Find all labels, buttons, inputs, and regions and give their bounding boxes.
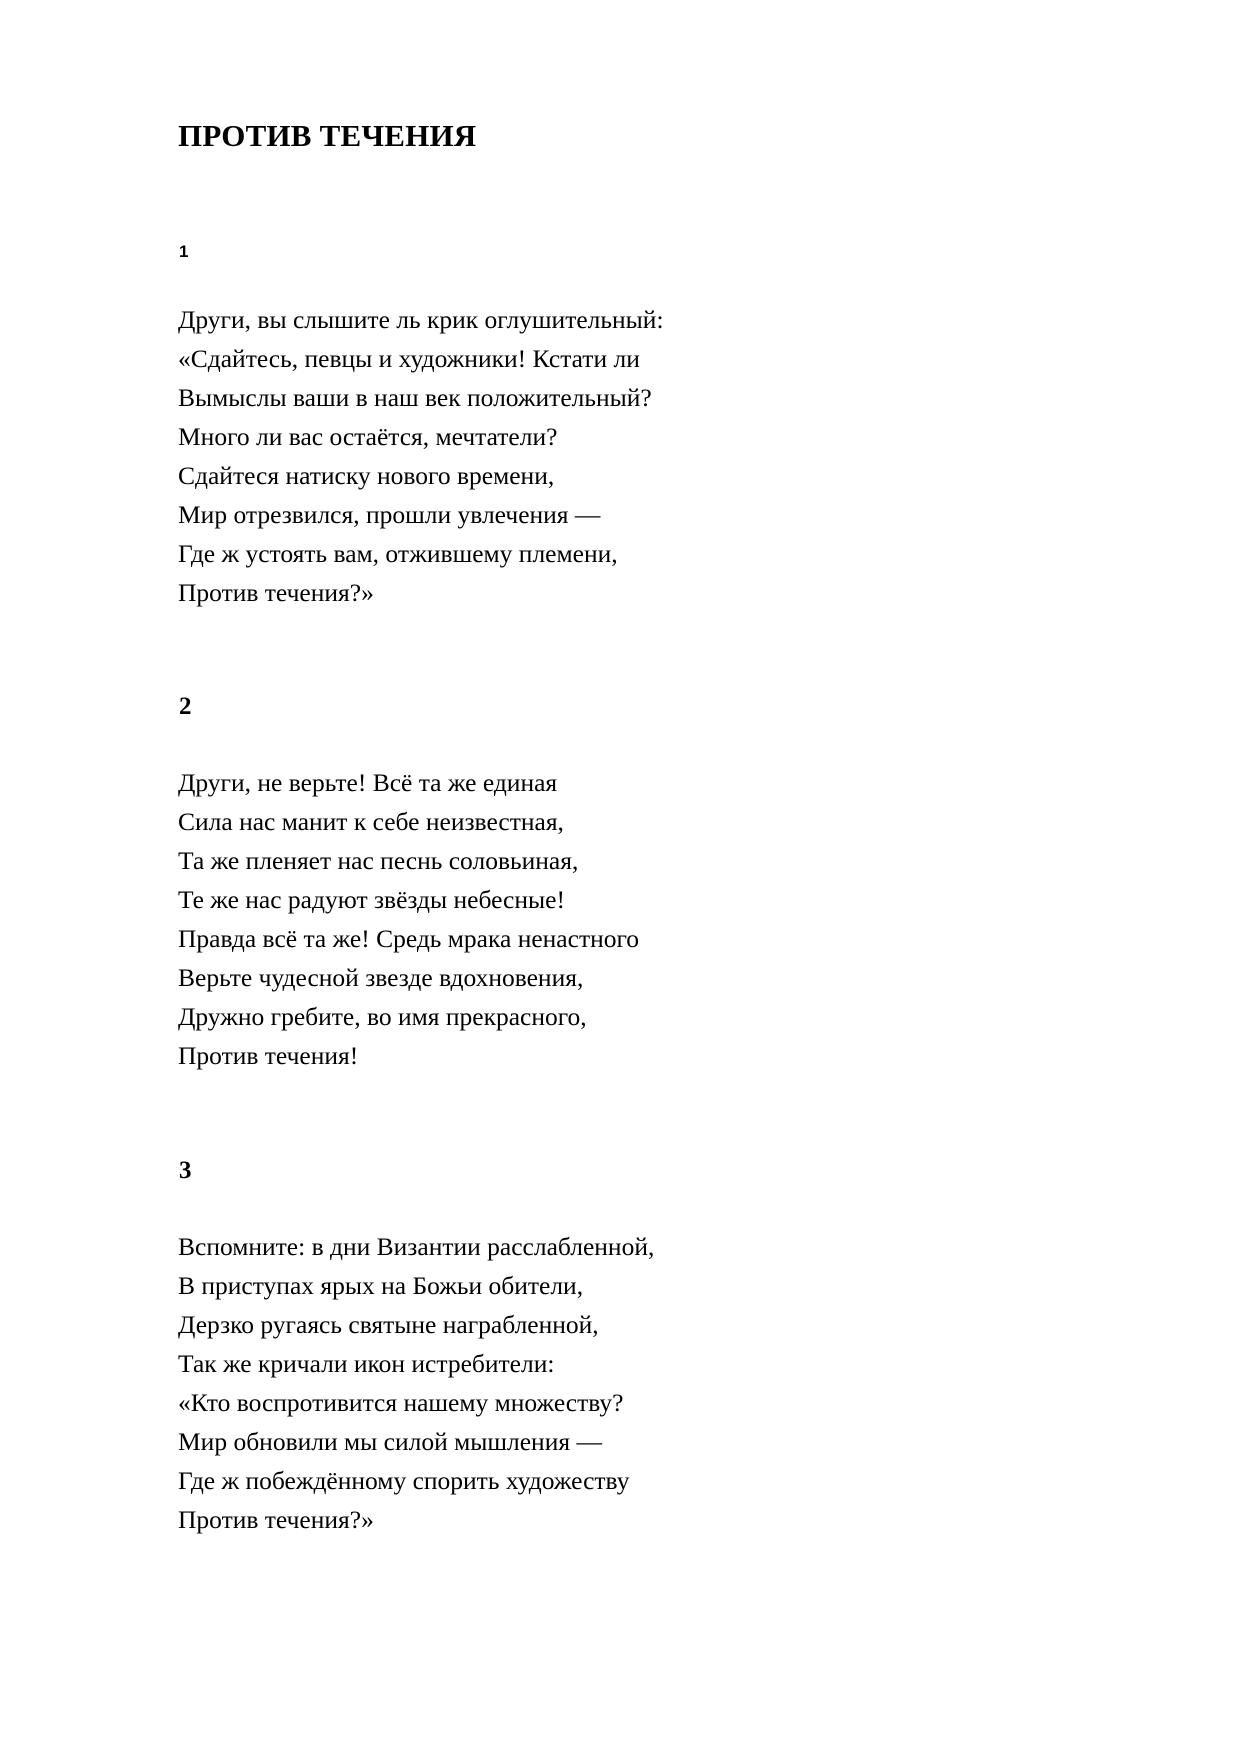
stanza-2-line-8: Против течения! [178,1041,359,1070]
stanza-2-line-2: Сила нас манит к себе неизвестная, [178,807,564,836]
stanza-2-line-3: Та же пленяет нас песнь соловьиная, [178,846,579,875]
stanza-1-line-4: Много ли вас остаётся, мечтатели? [178,422,558,451]
stanza-1-line-7: Где ж устоять вам, отжившему племени, [178,539,618,568]
stanza-2-line-4: Те же нас радуют звёзды небесные! [178,885,565,914]
stanza-3-number: 3 [179,1157,192,1184]
stanza-2-line-1: Други, не верьте! Всё та же единая [178,768,558,797]
stanza-3-line-2: В приступах ярых на Божьи обители, [178,1271,584,1300]
stanza-1-number: 1 [179,242,189,261]
stanza-2-line-7: Дружно гребите, во имя прекрасного, [178,1002,587,1031]
stanza-3-line-3: Дерзко ругаясь святыне награбленной, [178,1310,599,1339]
stanza-2-number: 2 [179,693,192,720]
poem-title: ПРОТИВ ТЕЧЕНИЯ [178,118,477,153]
stanza-1 [178,300,664,612]
stanza-1-line-1: Други, вы слышите ль крик оглушительный: [178,305,664,334]
stanza-3-line-1: Вспомните: в дни Византии расслабленной, [178,1232,655,1261]
stanza-3 [178,1227,654,1539]
stanza-2-line-6: Верьте чудесной звезде вдохновения, [178,963,584,992]
stanza-2 [178,763,639,1075]
stanza-1-line-8: Против течения?» [178,578,374,607]
stanza-3-line-4: Так же кричали икон истребители: [178,1349,555,1378]
stanza-1-line-5: Сдайтеся натиску нового времени, [178,461,555,490]
stanza-1-line-2: «Сдайтесь, певцы и художники! Кстати ли [178,344,640,373]
stanza-1-line-3: Вымыслы ваши в наш век положительный? [178,383,652,412]
stanza-3-line-7: Где ж побеждённому спорить художеству [178,1466,630,1495]
stanza-3-line-8: Против течения?» [178,1505,374,1534]
stanza-3-line-6: Мир обновили мы силой мышления — [178,1427,602,1456]
stanza-2-line-5: Правда всё та же! Средь мрака ненастного [178,924,640,953]
stanza-3-line-5: «Кто воспротивится нашему множеству? [178,1388,624,1417]
stanza-1-line-6: Мир отрезвился, прошли увлечения — [178,500,601,529]
